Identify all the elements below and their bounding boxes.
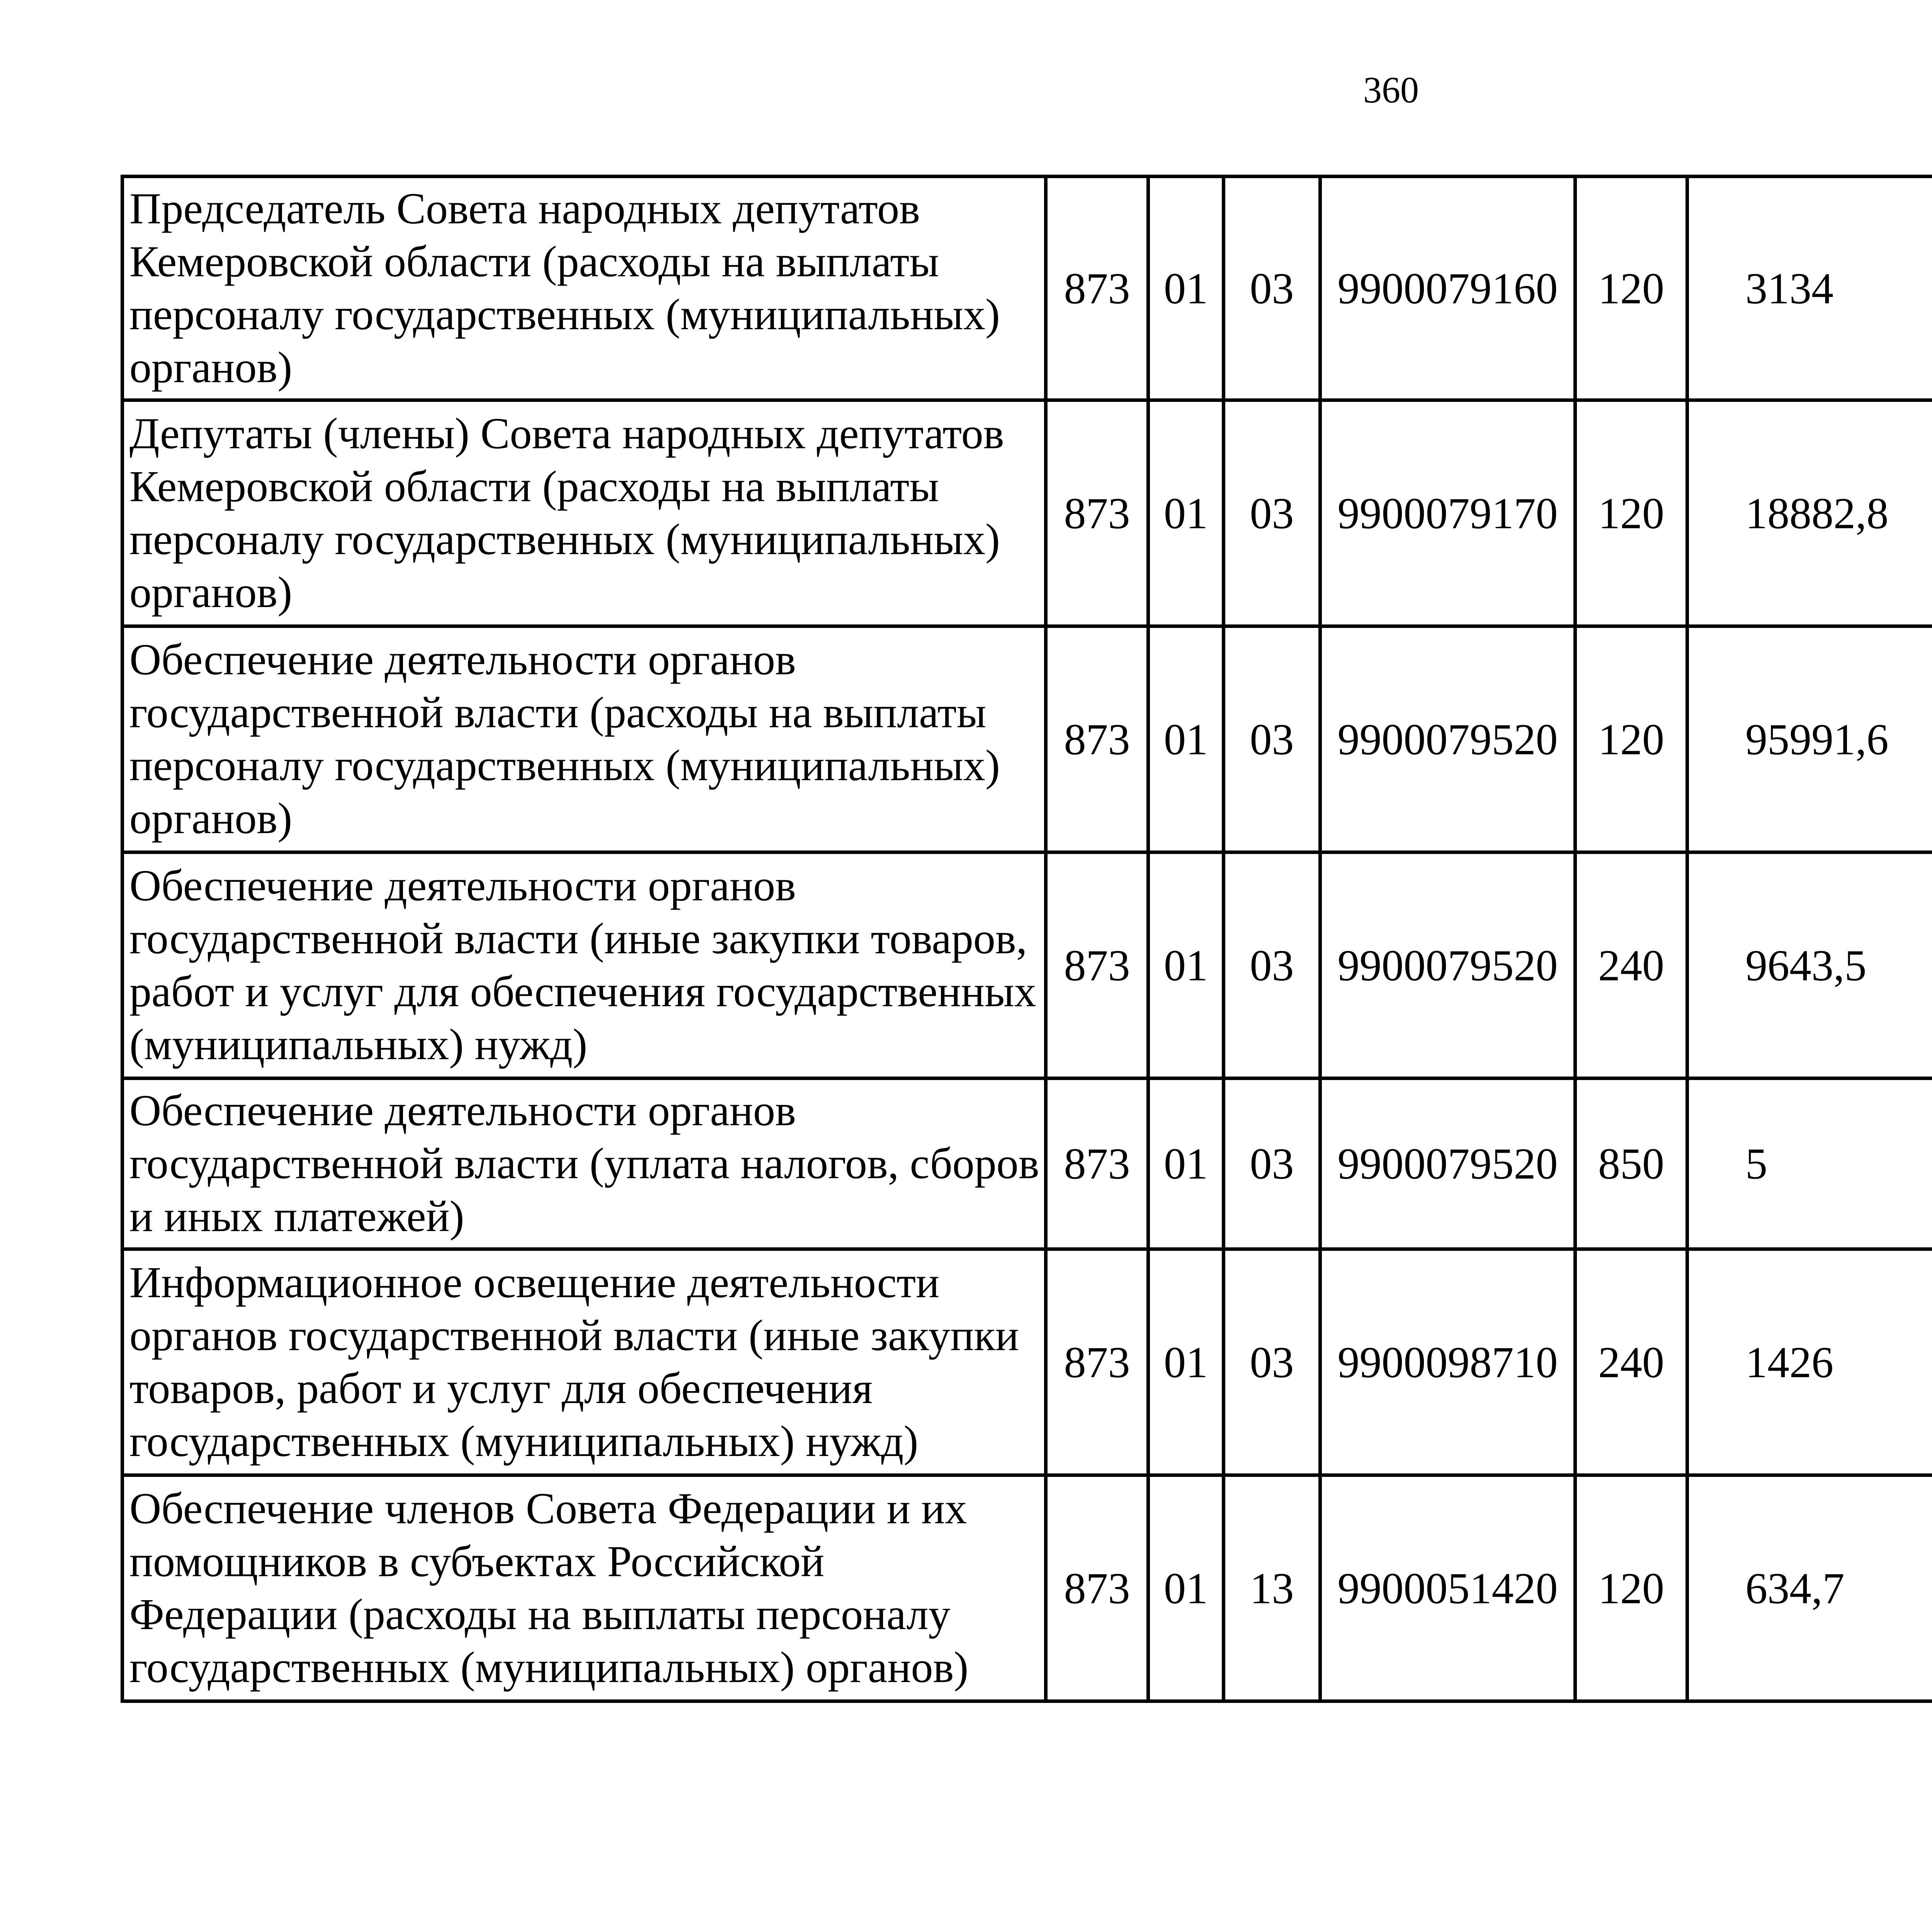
amount-1-cell: 3134 <box>1687 177 1932 400</box>
amount-1-cell: 18882,8 <box>1687 400 1932 626</box>
table-row <box>122 1475 1932 1701</box>
section-code-cell: 01 <box>1148 1475 1224 1701</box>
section-code-cell: 01 <box>1148 626 1224 852</box>
section-code-cell: 01 <box>1148 1249 1224 1475</box>
target-article-code-cell: 9900079160 <box>1320 177 1575 400</box>
expense-type-code-cell: 120 <box>1575 400 1687 626</box>
department-code-cell: 873 <box>1046 1078 1148 1249</box>
subsection-code-cell: 03 <box>1224 400 1320 626</box>
department-code-cell: 873 <box>1046 1249 1148 1475</box>
budget-table <box>121 175 1932 1703</box>
table-row <box>122 1249 1932 1475</box>
department-code-cell: 873 <box>1046 626 1148 852</box>
table-row <box>122 400 1932 626</box>
expense-name-cell: Обеспечение членов Совета Федерации и их помощников в субъектах Российской Федерации (расходы на выплаты персоналу государственных (муниципальных) органов) <box>122 1475 1046 1701</box>
department-code-cell: 873 <box>1046 1475 1148 1701</box>
expense-type-code-cell: 120 <box>1575 626 1687 852</box>
expense-type-code-cell: 240 <box>1575 1249 1687 1475</box>
expense-name-cell: Обеспечение деятельности органов государственной власти (уплата налогов, сборов и иных платежей) <box>122 1078 1046 1249</box>
amount-1-cell: 5 <box>1687 1078 1932 1249</box>
expense-name-cell: Обеспечение деятельности органов государственной власти (расходы на выплаты персоналу государственных (муниципальных) органов) <box>122 626 1046 852</box>
amount-1-cell: 1426 <box>1687 1249 1932 1475</box>
subsection-code-cell: 03 <box>1224 177 1320 400</box>
expense-name-cell: Информационное освещение деятельности органов государственной власти (иные закупки товаров, работ и услуг для обеспечения государственных (муниципальных) нужд) <box>122 1249 1046 1475</box>
expense-type-code-cell: 240 <box>1575 852 1687 1078</box>
subsection-code-cell: 13 <box>1224 1475 1320 1701</box>
department-code-cell: 873 <box>1046 400 1148 626</box>
section-code-cell: 01 <box>1148 177 1224 400</box>
expense-name-cell: Обеспечение деятельности органов государственной власти (иные закупки товаров, работ и услуг для обеспечения государственных (муниципальных) нужд) <box>122 852 1046 1078</box>
table-row <box>122 626 1932 852</box>
table-row <box>122 1078 1932 1249</box>
expense-name-cell: Председатель Совета народных депутатов Кемеровской области (расходы на выплаты персоналу государственных (муниципальных) органов) <box>122 177 1046 400</box>
expense-type-code-cell: 120 <box>1575 1475 1687 1701</box>
amount-1-cell: 95991,6 <box>1687 626 1932 852</box>
section-code-cell: 01 <box>1148 852 1224 1078</box>
target-article-code-cell: 9900079520 <box>1320 852 1575 1078</box>
subsection-code-cell: 03 <box>1224 852 1320 1078</box>
target-article-code-cell: 9900051420 <box>1320 1475 1575 1701</box>
page-number: 360 <box>1363 69 1419 111</box>
subsection-code-cell: 03 <box>1224 626 1320 852</box>
subsection-code-cell: 03 <box>1224 1078 1320 1249</box>
target-article-code-cell: 9900079520 <box>1320 626 1575 852</box>
amount-1-cell: 9643,5 <box>1687 852 1932 1078</box>
table-row <box>122 177 1932 400</box>
table-body <box>122 177 1932 1701</box>
department-code-cell: 873 <box>1046 852 1148 1078</box>
subsection-code-cell: 03 <box>1224 1249 1320 1475</box>
expense-type-code-cell: 850 <box>1575 1078 1687 1249</box>
target-article-code-cell: 9900098710 <box>1320 1249 1575 1475</box>
section-code-cell: 01 <box>1148 1078 1224 1249</box>
table-row <box>122 852 1932 1078</box>
section-code-cell: 01 <box>1148 400 1224 626</box>
department-code-cell: 873 <box>1046 177 1148 400</box>
target-article-code-cell: 9900079170 <box>1320 400 1575 626</box>
amount-1-cell: 634,7 <box>1687 1475 1932 1701</box>
target-article-code-cell: 9900079520 <box>1320 1078 1575 1249</box>
expense-type-code-cell: 120 <box>1575 177 1687 400</box>
expense-name-cell: Депутаты (члены) Совета народных депутатов Кемеровской области (расходы на выплаты персоналу государственных (муниципальных) органов) <box>122 400 1046 626</box>
